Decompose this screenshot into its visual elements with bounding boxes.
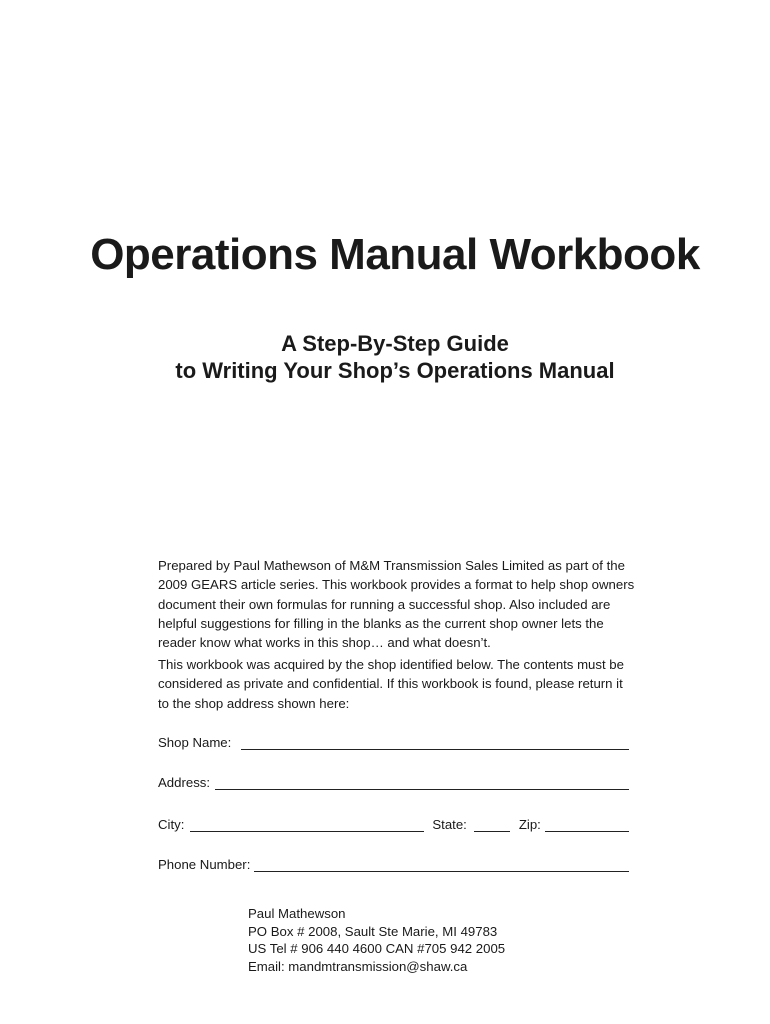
shop-name-row [158,731,629,751]
contact-email: Email: mandmtransmission@shaw.ca [248,958,468,974]
shop-name-field[interactable] [241,735,629,750]
city-field[interactable] [190,817,424,832]
document-subtitle [0,330,770,384]
contact-block [248,905,505,975]
zip-label: Zip: [518,817,541,832]
phone-field[interactable] [254,857,629,872]
contact-name: Paul Mathewson [248,906,346,921]
zip-field[interactable] [545,817,629,832]
subtitle-line-1: A Step-By-Step Guide [281,331,509,356]
subtitle-line-2: to Writing Your Shop’s Operations Manual [175,358,615,383]
phone-row [158,853,629,873]
address-label: Address: [158,775,211,790]
document-title: Operations Manual Workbook [90,230,700,279]
shop-name-label: Shop Name: [158,735,232,750]
state-field[interactable] [474,817,510,832]
state-label: State: [432,817,467,832]
confidentiality-paragraph: This workbook was acquired by the shop identified below. The contents must be considered as private and confidential. If this workbook is found, please return it to the shop address shown here: [158,657,624,711]
contact-address: PO Box # 2008, Sault Ste Marie, MI 49783 [248,923,498,939]
address-field[interactable] [215,775,629,790]
intro-paragraph: Prepared by Paul Mathewson of M&M Transmission Sales Limited as part of the 2009 GEARS article series. This workbook provides a format to help shop owners document their own formulas for running a successful shop. Also included are helpful suggestions for filling in the blanks as the current shop owner lets the reader know what works in this shop… and what doesn’t. [158,558,635,651]
contact-phone: US Tel # 906 440 4600 CAN #705 942 2005 [248,941,506,956]
phone-label: Phone Number: [158,857,251,872]
address-row [158,771,629,791]
city-label: City: [158,817,185,832]
city-state-zip-row [158,813,629,833]
